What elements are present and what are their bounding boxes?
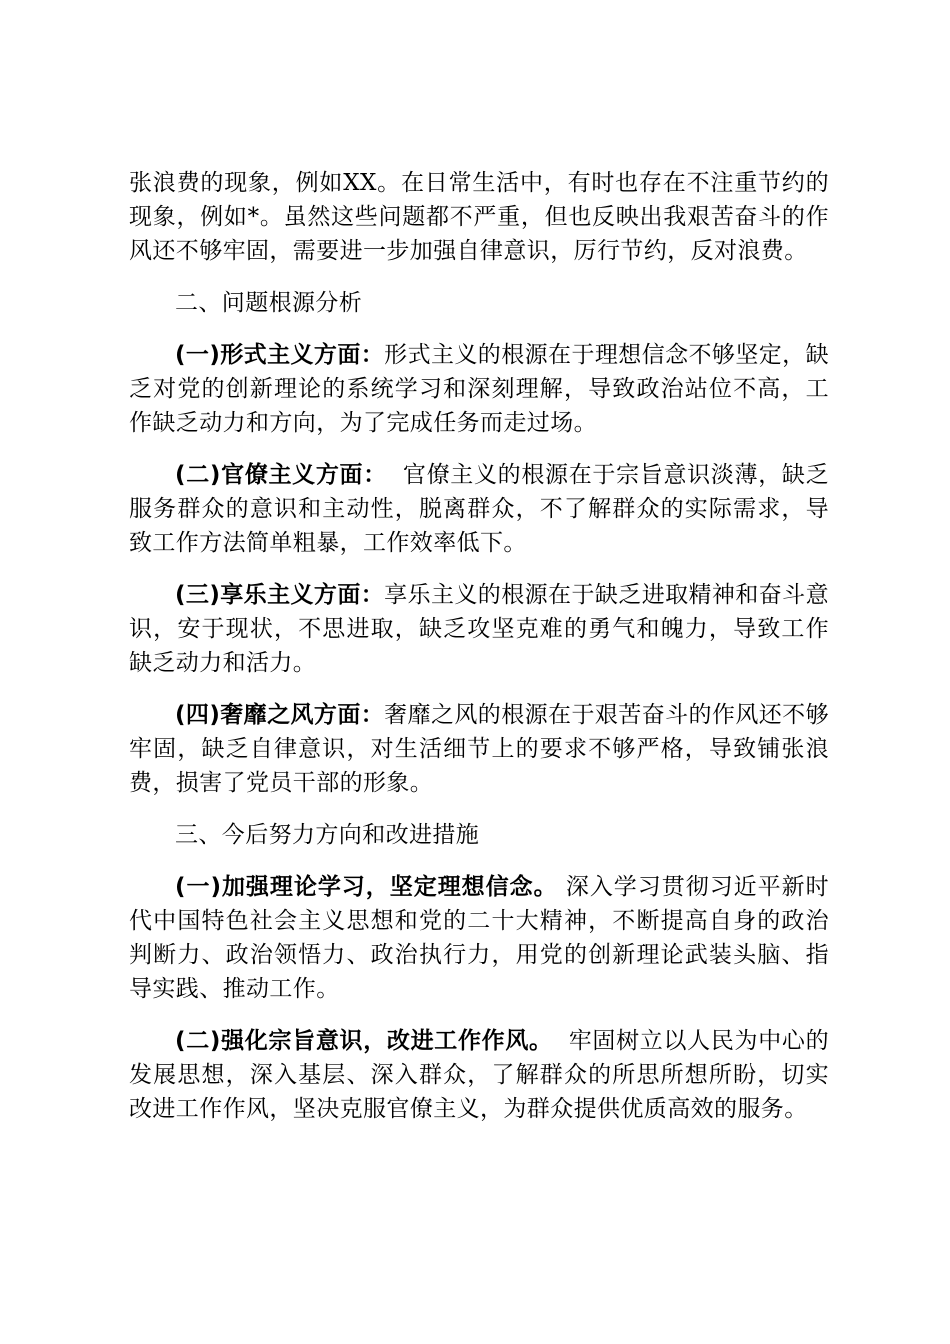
paragraph-hedonism [129,578,829,680]
paragraph-extravagance [129,698,829,800]
paragraph-text: 形式主义的根源在于理想信念不够坚定，缺乏对党的创新理论的系统学习和深刻理解，导致政治站位不高，工作缺乏动力和方向，为了完成任务而走过场。 [129,342,829,436]
document-body [129,166,829,1126]
paragraph-purpose-awareness [129,1024,829,1126]
paragraph-theory-study [129,870,829,1006]
paragraph-text: 享乐主义的根源在于缺乏进取精神和奋斗意识，安于现状，不思进取，缺乏攻坚克难的勇气和魄力，导致工作缺乏动力和活力。 [129,582,829,676]
paragraph-lead: (二)官僚主义方面： [175,462,387,488]
paragraph-lead: (一)形式主义方面： [175,342,385,368]
section-heading-root-cause: 二、问题根源分析 [175,290,363,316]
paragraph-text: 官僚主义的根源在于宗旨意识淡薄，缺乏服务群众的意识和主动性，脱离群众，不了解群众的实际需求，导致工作方法简单粗暴，工作效率低下。 [129,462,829,556]
paragraph-lead: (一)加强理论学习，坚定理想信念。 [175,874,558,900]
paragraph-bureaucratism [129,458,829,560]
paragraph-text: 牢固树立以人民为中心的发展思想，深入基层、深入群众，了解群众的所思所想所盼，切实改进工作作风，坚决克服官僚主义，为群众提供优质高效的服务。 [129,1028,829,1122]
paragraph-lead: (三)享乐主义方面： [175,582,385,608]
paragraph-text: 奢靡之风的根源在于艰苦奋斗的作风还不够牢固，缺乏自律意识，对生活细节上的要求不够严格，导致铺张浪费，损害了党员干部的形象。 [129,702,829,796]
section-heading-improvement-measures: 三、今后努力方向和改进措施 [175,822,480,848]
paragraph-lead: (四)奢靡之风方面： [175,702,385,728]
paragraph-lead: (二)强化宗旨意识，改进工作作风。 [175,1028,553,1054]
paragraph-formalism [129,338,829,440]
paragraph-text: 深入学习贯彻习近平新时代中国特色社会主义思想和党的二十大精神，不断提高自身的政治判断力、政治领悟力、政治执行力，用党的创新理论武装头脑、指导实践、推动工作。 [129,874,829,1002]
continuation-paragraph: 张浪费的现象，例如XX。在日常生活中，有时也存在不注重节约的现象，例如*。虽然这些问题都不严重，但也反映出我艰苦奋斗的作风还不够牢固，需要进一步加强自律意识，厉行节约，反对浪费。 [129,170,829,264]
